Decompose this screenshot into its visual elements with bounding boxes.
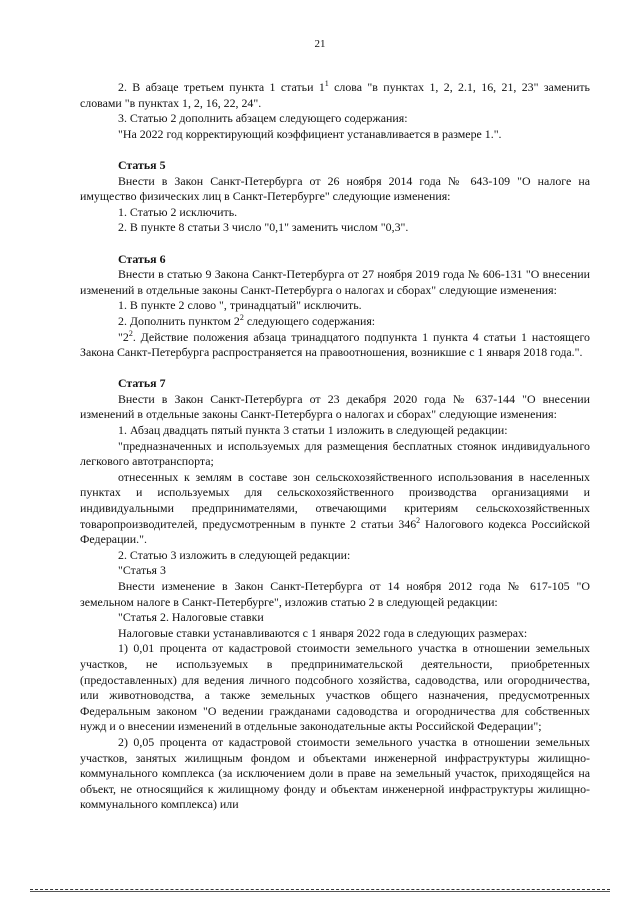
paragraph: "предназначенных и используемых для размещения бесплатных стоянок индивидуального легкового автотранспорта; xyxy=(80,438,590,469)
paragraph: 2. В абзаце третьем пункта 1 статьи $1^1$ слова "в пунктах 1, 2, 2.1, 16, 21, 23" заменить словами "в пунктах 1, 2, 16, 22, 24". xyxy=(80,79,590,110)
paragraph: Внести изменение в Закон Санкт-Петербурга от 14 ноября 2012 года № 617-105 "О земельном налоге в Санкт-Петербурге", изложив статью 2 в следующей редакции: xyxy=(80,579,590,609)
paragraph: 1. Абзац двадцать пятый пункта 3 статьи 1 изложить в следующей редакции: xyxy=(118,423,508,438)
paragraph: "На 2022 год корректирующий коэффициент устанавливается в размере 1.". xyxy=(118,126,502,141)
paragraph: 2) 0,05 процента от кадастровой стоимости земельного участка в отношении земельных участков, занятых жилищным фондом и объектами инженерной инфраструктуры жилищно-коммунального комплекса (за исключением доли в праве на земельный участок, приходящейся на объект, не относящийся к жилищному фонду и объектам инженерной инфраструктуры жилищно-коммунального комплекса) или xyxy=(80,734,590,812)
article-heading: Статья 6 xyxy=(118,251,166,266)
paragraph: "Статья 2. Налоговые ставки xyxy=(118,610,264,625)
article-heading: Статья 7 xyxy=(118,376,166,391)
paragraph: 2. Дополнить пунктом $2^2$ следующего содержания: xyxy=(118,312,376,328)
page-number: 21 xyxy=(314,38,326,50)
paragraph: Внести в Закон Санкт-Петербурга от 26 ноября 2014 года № 643-109 "О налоге на имущество физических лиц в Санкт-Петербурге" следующие изменения: xyxy=(80,173,590,204)
paragraph: 1. Статью 2 исключить. xyxy=(118,204,238,219)
paragraph: 2. В пункте 8 статьи 3 число "0,1" заменить числом "0,3". xyxy=(118,220,409,235)
scan-edge-line xyxy=(30,891,610,892)
article-heading: Статья 5 xyxy=(118,157,166,172)
paragraph: Внести в Закон Санкт-Петербурга от 23 декабря 2020 года № 637-144 "О внесении изменений в отдельные законы Санкт-Петербурга о налогах и сборах" следующие изменения: xyxy=(80,391,590,422)
paragraph: отнесенных к землям в составе зон сельскохозяйственного использования в населенных пунктах и используемых для сельскохозяйственного производства организациями и индивидуальными предпринимателями, отвечающими критериям сельскохозяйственных товаропроизводителей, предусмотренным в пункте 2 статьи $346^2$ Налогового кодекса Российской Федерации.". xyxy=(80,469,590,547)
paragraph: 3. Статью 2 дополнить абзацем следующего содержания: xyxy=(118,111,408,126)
paragraph: "$2^2$. Действие положения абзаца тринадцатого подпункта 1 пункта 4 статьи 1 настоящего Закона Санкт-Петербурга распространяется на правоотношения, возникшие с 1 января 2018 года.". xyxy=(80,328,590,360)
paragraph: 1) 0,01 процента от кадастровой стоимости земельного участка в отношении земельных участков, не используемых в предпринимательской деятельности, приобретенных (предоставленных) для ведения личного подсобного хозяйства, садоводства, или огородничества, или животноводства, а также земельных участков общего назначения, предусмотренных Федеральным законом "О ведении гражданами садоводства и огородничества для собственных нужд и о внесении изменений в отдельные законодательные акты Российской Федерации"; xyxy=(80,641,590,734)
paragraph: "Статья 3 xyxy=(118,563,166,578)
paragraph: Налоговые ставки устанавливаются с 1 января 2022 года в следующих размерах: xyxy=(118,625,528,640)
scan-edge-line xyxy=(30,889,610,890)
paragraph: Внести в статью 9 Закона Санкт-Петербурга от 27 ноября 2019 года № 606-131 "О внесении изменений в отдельные законы Санкт-Петербурга о налогах и сборах" следующие изменения: xyxy=(80,267,590,297)
document-body xyxy=(80,80,590,813)
paragraph: 1. В пункте 2 слово ", тринадцатый" исключить. xyxy=(118,298,362,313)
paragraph: 2. Статью 3 изложить в следующей редакции: xyxy=(118,547,351,562)
